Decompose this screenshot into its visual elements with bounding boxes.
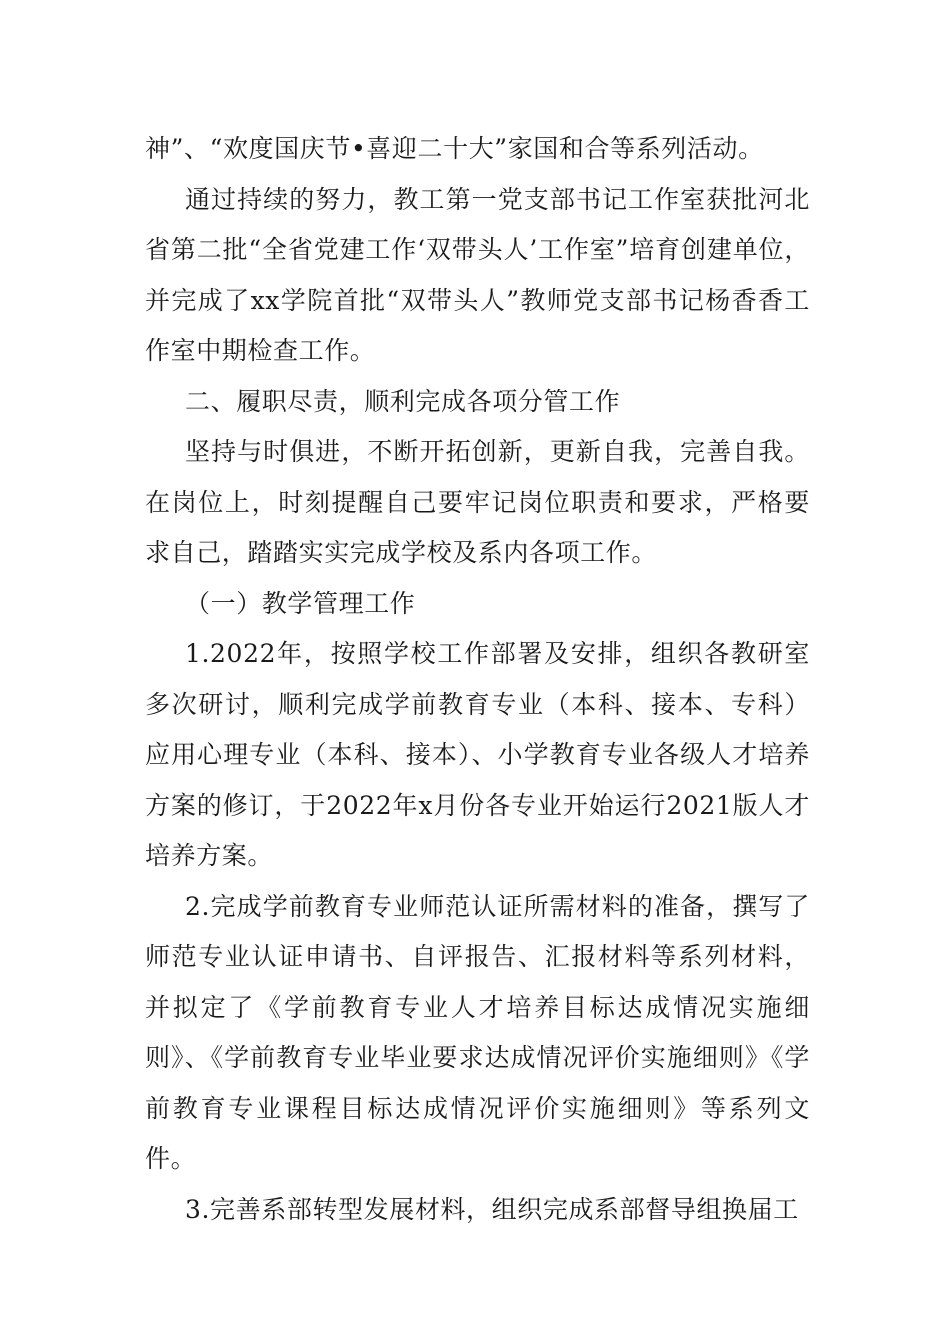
paragraph-continuation: 神”、“欢度国庆节•喜迎二十大”家国和合等系列活动。 <box>145 134 764 163</box>
paragraph-item-3-transformation: 3.完善系部转型发展材料，组织完成系部督导组换届工 <box>185 1194 799 1224</box>
paragraph-item-2-certification: 2.完成学前教育专业师范认证所需材料的准备，撰写了师范专业认证申请书、自评报告、汇报材料等系列材料，并拟定了《学前教育专业人才培养目标达成情况实施细则》、《学前教育专业毕业要求达成情况评价实施细则》《学前教育专业课程目标达成情况评价实施细则》等系列文件。 <box>145 891 810 1173</box>
section-heading-duties: 二、履职尽责，顺利完成各项分管工作 <box>185 386 621 416</box>
paragraph-item-1-training-plan: 1.2022年，按照学校工作部署及安排，组织各教研室多次研讨，顺利完成学前教育专业（本科、接本、专科）应用心理专业（本科、接本）、小学教育专业各级人才培养方案的修订，于2022年x月份各专业开始运行2021版人才培养方案。 <box>145 639 810 870</box>
subheading-teaching-management: （一）教学管理工作 <box>185 588 416 618</box>
paragraph-self-improvement: 坚持与时俱进，不断开拓创新，更新自我，完善自我。在岗位上，时刻提醒自己要牢记岗位职责和要求，严格要求自己，踏踏实实完成学校及系内各项工作。 <box>145 437 810 567</box>
paragraph-party-branch-studio: 通过持续的努力，教工第一党支部书记工作室获批河北省第二批“全省党建工作‘双带头人’工作室”培育创建单位，并完成了xx学院首批“双带头人”教师党支部书记杨香香工作室中期检查工作。 <box>145 184 810 365</box>
document-body <box>145 124 810 1235</box>
